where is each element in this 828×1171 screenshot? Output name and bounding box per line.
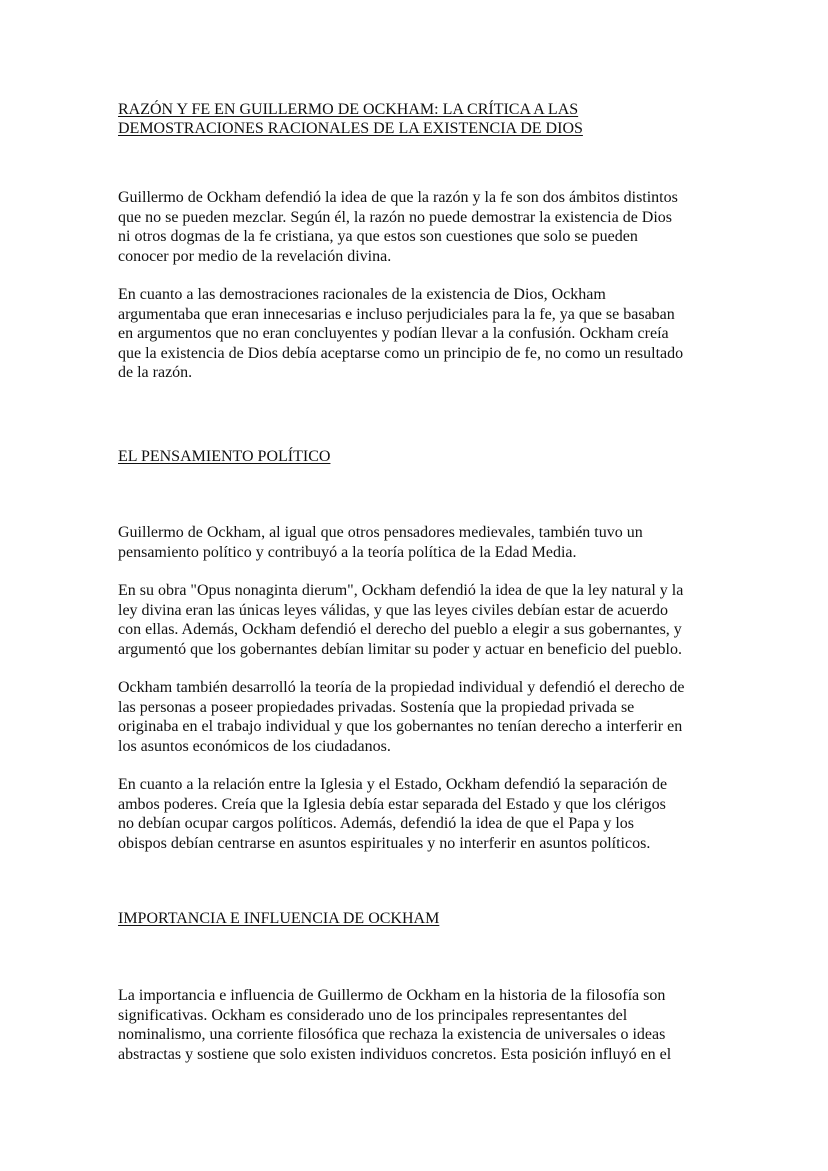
section-body-pensamiento-politico [118, 523, 684, 853]
text-line: pensamiento político y contribuyó a la teoría política de la Edad Media. [118, 543, 577, 561]
paragraph [118, 986, 671, 1064]
text-line: ni otros dogmas de la fe cristiana, ya que estos son cuestiones que solo se pueden [118, 228, 638, 245]
section-body-razon-y-fe [118, 188, 683, 383]
text-line: ley divina eran las únicas leyes válidas, y que las leyes civiles debían estar de acuerdo [118, 601, 669, 619]
text-line: no debían ocupar cargos políticos. Además, defendió la idea de que el Papa y los [118, 815, 634, 832]
text-line: En cuanto a las demostraciones racionales de la existencia de Dios, Ockham [118, 286, 606, 303]
text-line: Guillermo de Ockham defendió la idea de que la razón y la fe son dos ámbitos distintos [118, 189, 678, 206]
text-line: en argumentos que no eran concluyentes y podían llevar a la confusión. Ockham creía [118, 325, 669, 342]
text-line: conocer por medio de la revelación divina. [118, 247, 392, 265]
heading-line: DEMOSTRACIONES RACIONALES DE LA EXISTENCIA DE DIOS [118, 120, 583, 137]
text-line: nominalismo, una corriente filosófica que rechaza la existencia de universales o ideas [118, 1026, 666, 1043]
text-line: significativas. Ockham es considerado uno de los principales representantes del [118, 1006, 628, 1024]
paragraph [118, 188, 683, 266]
text-line: Guillermo de Ockham, al igual que otros pensadores medievales, también tuvo un [118, 524, 643, 541]
text-line: de la razón. [118, 364, 193, 381]
text-line: En su obra "Opus nonaginta dierum", Ockham defendió la idea de que la ley natural y la [118, 582, 684, 599]
paragraph [118, 285, 683, 383]
heading-line: IMPORTANCIA E INFLUENCIA DE OCKHAM [118, 910, 440, 927]
text-line: los asuntos económicos de los ciudadanos. [118, 737, 391, 755]
text-line: argumentó que los gobernantes debían limitar su poder y actuar en beneficio del pueblo. [118, 640, 682, 658]
paragraph [118, 523, 684, 562]
text-line: ambos poderes. Creía que la Iglesia debía estar separada del Estado y que los clérigos [118, 795, 666, 813]
heading-line: EL PENSAMIENTO POLÍTICO [118, 448, 331, 465]
text-line: las personas a poseer propiedades privadas. Sostenía que la propiedad privada se [118, 698, 635, 716]
text-line: En cuanto a la relación entre la Iglesia y el Estado, Ockham defendió la separación de [118, 776, 668, 793]
text-line: originaba en el trabajo individual y que los gobernantes no tenían derecho a interferir en [118, 718, 683, 735]
heading-line: RAZÓN Y FE EN GUILLERMO DE OCKHAM: LA CRÍTICA A LAS [118, 101, 579, 118]
paragraph [118, 775, 684, 853]
paragraph [118, 581, 684, 659]
paragraph [118, 678, 684, 756]
text-line: con ellas. Además, Ockham defendió el derecho del pueblo a elegir a sus gobernantes, y [118, 621, 682, 638]
text-line: Ockham también desarrolló la teoría de la propiedad individual y defendió el derecho de [118, 679, 685, 696]
section-body-importancia [118, 986, 671, 1064]
text-line: que no se pueden mezclar. Según él, la razón no puede demostrar la existencia de Dios [118, 208, 673, 226]
text-line: que la existencia de Dios debía aceptarse como un principio de fe, no como un resultado [118, 344, 684, 362]
text-line: abstractas y sostiene que solo existen individuos concretos. Esta posición influyó en el [118, 1045, 672, 1063]
text-line: argumentaba que eran innecesarias e incluso perjudiciales para la fe, ya que se basaban [118, 305, 675, 323]
section-heading-razon-y-fe [118, 100, 583, 138]
text-line: La importancia e influencia de Guillermo de Ockham en la historia de la filosofía son [118, 987, 666, 1004]
section-heading-importancia [118, 909, 439, 928]
text-line: obispos debían centrarse en asuntos espirituales y no interferir en asuntos políticos. [118, 834, 651, 852]
section-heading-pensamiento-politico [118, 447, 330, 466]
